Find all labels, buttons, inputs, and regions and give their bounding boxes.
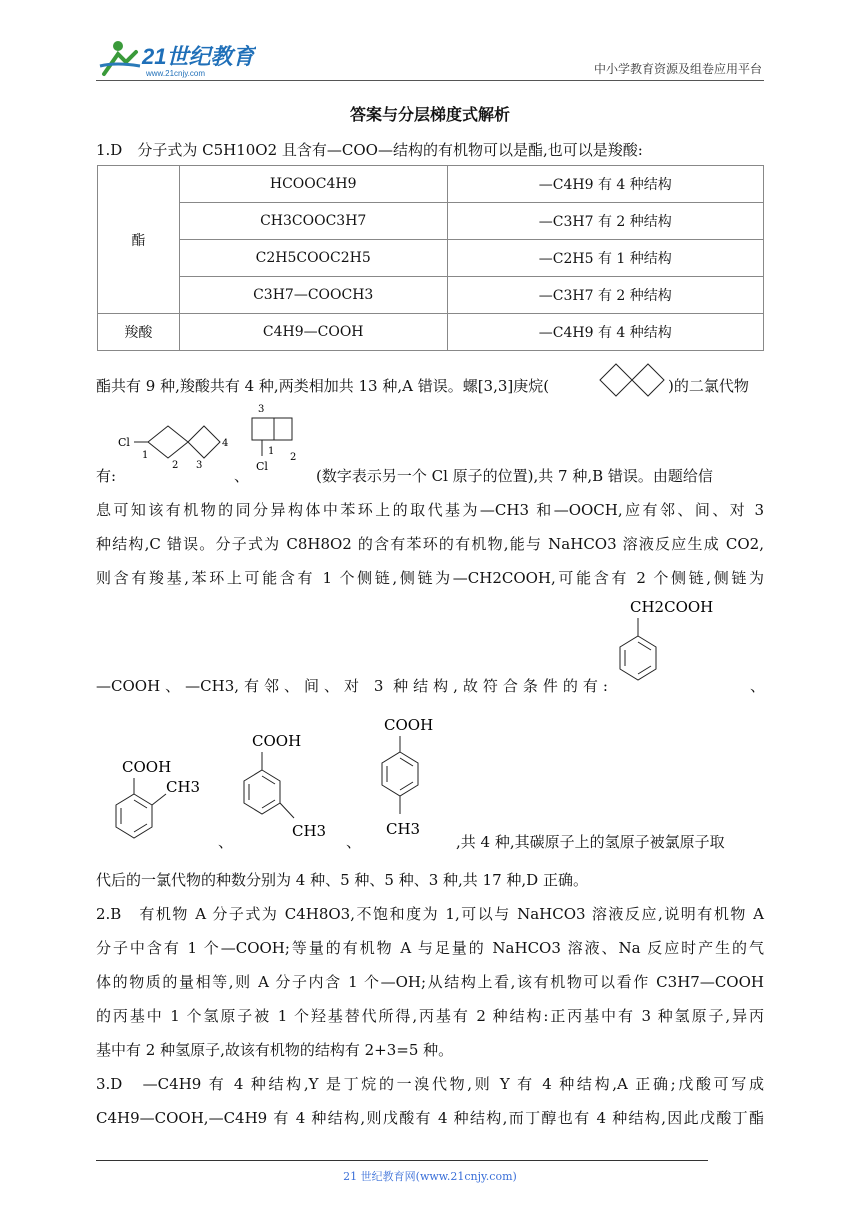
q1-line7-sep1: 、 — [218, 833, 234, 851]
table-row — [98, 240, 764, 277]
svg-text:2: 2 — [172, 460, 179, 470]
description-cell: —C2H5 有 1 种结构 — [447, 240, 763, 277]
meta-methylbenzoic-acid-structure — [232, 728, 344, 850]
formula-cell: C2H5COOC2H5 — [179, 240, 447, 277]
dichloro-structure-2 — [244, 402, 316, 476]
formula-cell: HCOOC4H9 — [179, 166, 447, 203]
formula-cell: CH3COOC3H7 — [179, 203, 447, 240]
table-row — [98, 203, 764, 240]
header-divider — [96, 80, 764, 81]
svg-text:Cl: Cl — [118, 436, 130, 449]
page-title: 答案与分层梯度式解析 — [349, 105, 510, 124]
q2-line4: 的丙基中 1 个氢原子被 1 个羟基替代所得,丙基有 2 种结构:正丙基中有 3 种氢原子,异丙 — [96, 1007, 764, 1025]
q1-line1a: 酯共有 9 种,羧酸共有 4 种,两类相加共 13 种,A 错误。螺[3,3]庚烷( — [96, 377, 550, 395]
q2-line1: 2.B 有机物 A 分子式为 C4H8O3,不饱和度为 1,可以与 NaHCO3 溶液反应,说明有机物 A — [96, 905, 764, 923]
q1-line2a: 有: — [96, 467, 117, 485]
description-cell: —C3H7 有 2 种结构 — [447, 203, 763, 240]
spiroheptane-structure — [596, 360, 670, 400]
q1-line5: 则含有羧基,苯环上可能含有 1 个侧链,侧链为—CH2COOH,可能含有 2 个侧链,侧链为 — [96, 569, 764, 587]
svg-text:COOH: COOH — [122, 758, 172, 776]
svg-text:3: 3 — [258, 404, 265, 415]
svg-text:COOH: COOH — [252, 732, 302, 750]
site-logo[interactable] — [96, 36, 256, 80]
svg-text:1: 1 — [142, 450, 149, 461]
formula-cell: C4H9—COOH — [179, 314, 447, 351]
q1-line1b: )的二氯代物 — [668, 377, 749, 395]
footer-link[interactable]: 21 世纪教育网(www.21cnjy.com) — [343, 1170, 517, 1183]
ortho-methylbenzoic-acid-structure — [104, 752, 224, 852]
q2-line3: 体的物质的量相等,则 A 分子内含 1 个—OH;从结构上看,该有机物可以看作 C3H7—COOH — [96, 973, 764, 991]
q1-line2b: (数字表示另一个 Cl 原子的位置),共 7 种,B 错误。由题给信 — [316, 467, 713, 485]
table-row — [98, 166, 764, 203]
formula-cell: C3H7—COOCH3 — [179, 277, 447, 314]
phenylacetic-acid-structure — [612, 596, 744, 692]
dichloro-structure-1 — [116, 418, 236, 470]
table-row — [98, 314, 764, 351]
para-methylbenzoic-acid-structure — [360, 710, 460, 850]
footer-divider — [96, 1160, 708, 1161]
isomer-table — [97, 165, 764, 351]
description-cell: —C3H7 有 2 种结构 — [447, 277, 763, 314]
q1-line7-end: ,共 4 种,其碳原子上的氢原子被氯原子取 — [456, 833, 725, 851]
q1-line3: 息可知该有机物的同分异构体中苯环上的取代基为—CH3 和—OOCH,应有邻、间、对 3 — [96, 501, 764, 519]
q2-line2: 分子中含有 1 个—COOH;等量的有机物 A 与足量的 NaHCO3 溶液、Na 反应时产生的气 — [96, 939, 764, 957]
q3-line2: C4H9—COOH,—C4H9 有 4 种结构,则戊酸有 4 种结构,而丁醇也有 4 种结构,因此戊酸丁酯 — [96, 1109, 764, 1127]
svg-text:CH2COOH: CH2COOH — [630, 598, 714, 616]
svg-text:CH3: CH3 — [166, 778, 201, 796]
svg-text:2: 2 — [290, 452, 297, 463]
site-tagline: 中小学教育资源及组卷应用平台 — [593, 62, 762, 76]
group-label-ester: 酯 — [98, 166, 180, 314]
svg-text:1: 1 — [268, 446, 275, 457]
q1-line7-sep2: 、 — [346, 833, 362, 851]
table-row — [98, 277, 764, 314]
description-cell: —C4H9 有 4 种结构 — [447, 166, 763, 203]
q1-line2-sep: 、 — [234, 467, 250, 485]
q1-line6: —COOH、—CH3,有邻、间、对 3 种结构,故符合条件的有: — [96, 677, 608, 695]
q3-line1: 3.D —C4H9 有 4 种结构,Y 是丁烷的一溴代物,则 Y 有 4 种结构,A 正确;戊酸可写成 — [96, 1075, 764, 1093]
svg-text:Cl: Cl — [256, 460, 268, 473]
svg-text:CH3: CH3 — [386, 820, 421, 838]
description-cell: —C4H9 有 4 种结构 — [447, 314, 763, 351]
q1-line6-sep: 、 — [750, 677, 766, 695]
svg-text:21世纪教育: 21世纪教育 — [142, 44, 255, 69]
svg-text:CH3: CH3 — [292, 822, 327, 840]
group-label-acid: 羧酸 — [98, 314, 180, 351]
svg-text:COOH: COOH — [384, 716, 434, 734]
svg-text:3: 3 — [196, 460, 203, 470]
q1-intro: 1.D 分子式为 C5H10O2 且含有—COO—结构的有机物可以是酯,也可以是羧酸: — [96, 141, 643, 159]
svg-text:4: 4 — [222, 438, 229, 449]
q1-line4: 种结构,C 错误。分子式为 C8H8O2 的含有苯环的有机物,能与 NaHCO3 溶液反应生成 CO2, — [96, 535, 764, 553]
q2-line5: 基中有 2 种氢原子,故该有机物的结构有 2+3=5 种。 — [96, 1041, 454, 1059]
q1-line8: 代后的一氯代物的种数分别为 4 种、5 种、5 种、3 种,共 17 种,D 正确。 — [96, 871, 588, 889]
svg-text:www.21cnjy.com: www.21cnjy.com — [146, 69, 205, 78]
